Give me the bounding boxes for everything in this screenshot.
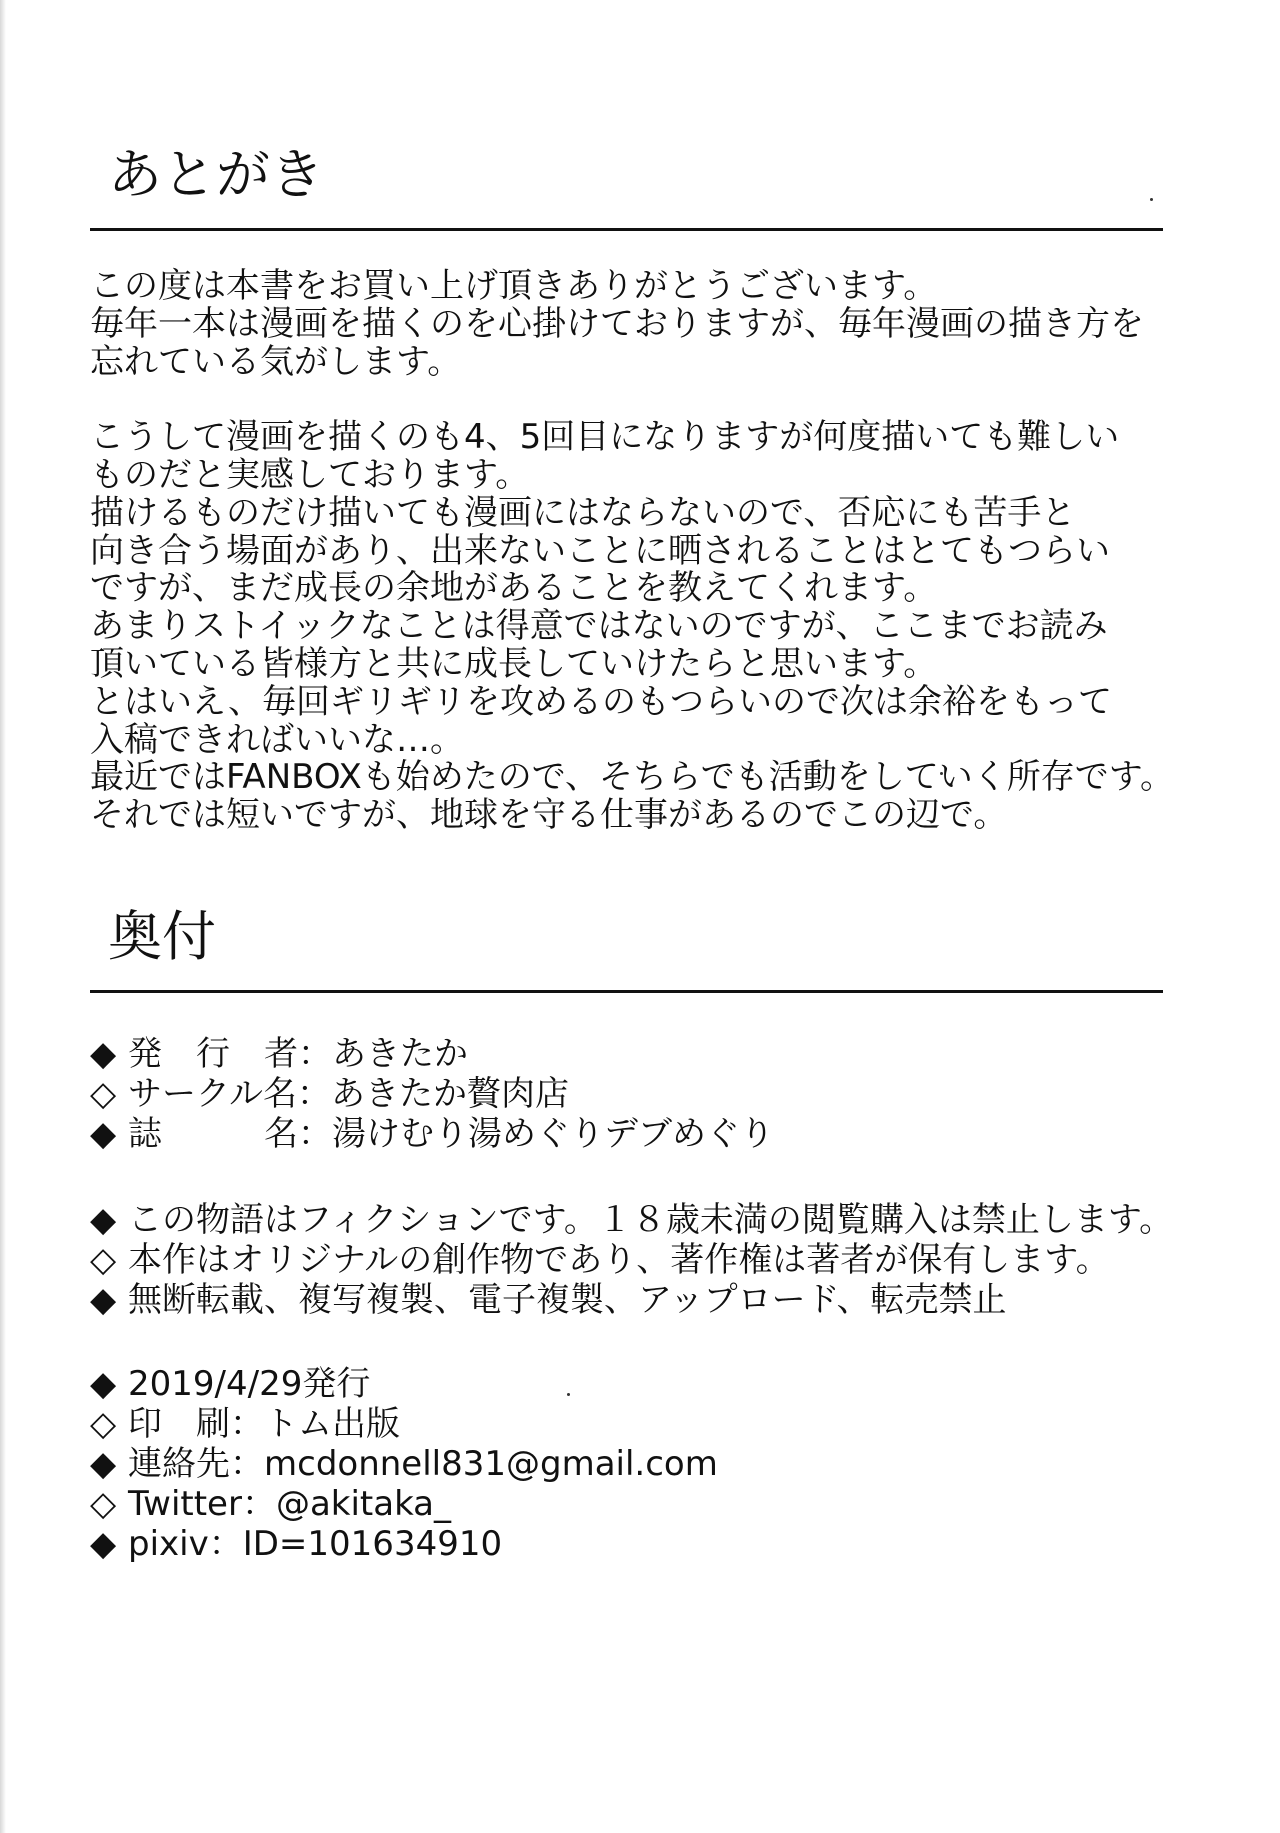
diamond-outline-icon: ◇ xyxy=(90,1074,117,1114)
afterword-line: この度は本書をお買い上げ頂きありがとうございます。 xyxy=(90,266,938,306)
diamond-filled-icon: ◆ xyxy=(90,1444,117,1484)
afterword-line: 向き合う場面があり、出来ないことに晒されることはとてもつらい xyxy=(90,530,1110,571)
diamond-filled-icon: ◆ xyxy=(90,1114,117,1154)
contact-item xyxy=(90,1444,718,1484)
contact-item xyxy=(90,1364,718,1404)
notice-text: 本作はオリジナルの創作物であり、著作権は著者が保有します。 xyxy=(128,1240,1110,1280)
diamond-filled-icon: ◆ xyxy=(90,1364,117,1404)
afterword-line: 入稿できればいいな…。 xyxy=(90,719,464,760)
afterword-body xyxy=(90,268,1174,835)
diamond-outline-icon: ◇ xyxy=(90,1240,117,1280)
notice-text: この物語はフィクションです。１８歳未満の閲覧購入は禁止します。 xyxy=(128,1200,1174,1240)
afterword-line: 毎年一本は漫画を描くのを心掛けておりますが、毎年漫画の描き方を xyxy=(90,303,1144,344)
afterword-line: 忘れている気がします。 xyxy=(90,341,462,382)
diamond-filled-icon: ◆ xyxy=(90,1200,117,1240)
afterword-line: ものだと実感しております。 xyxy=(90,454,530,495)
afterword-line: それでは短いですが、地球を守る仕事があるのでこの辺で。 xyxy=(90,795,1008,836)
contact-item xyxy=(90,1484,718,1524)
scan-speck xyxy=(1150,198,1153,201)
notice-item xyxy=(90,1200,1173,1240)
afterword-line: こうして漫画を描くのも4、5回目になりますが何度描いても難しい xyxy=(90,417,1120,458)
afterword-line: ですが、まだ成長の余地があることを教えてくれます。 xyxy=(90,568,938,609)
notices-list xyxy=(90,1200,1173,1320)
afterword-line-blank xyxy=(90,381,1174,419)
printer-info: 印 刷：トム出版 xyxy=(128,1404,400,1444)
afterword-line: 最近ではFANBOXも始めたので、そちらでも活動をしていく所存です。 xyxy=(90,757,1174,798)
afterword-line: あまりストイックなことは得意ではないのですが、ここまでお読み xyxy=(90,606,1108,647)
contact-item xyxy=(90,1404,718,1444)
notice-text: 無断転載、複写複製、電子複製、アップロード、転売禁止 xyxy=(128,1280,1007,1320)
twitter-handle: Twitter：@akitaka_ xyxy=(128,1484,452,1524)
diamond-filled-icon: ◆ xyxy=(90,1034,117,1074)
scan-edge-shadow xyxy=(0,0,6,1833)
notice-item xyxy=(90,1240,1173,1280)
publication-info-item xyxy=(90,1074,774,1114)
publication-info-text: 発 行 者：あきたか xyxy=(128,1034,468,1074)
publication-info-list xyxy=(90,1034,774,1154)
diamond-outline-icon: ◇ xyxy=(90,1484,117,1524)
publication-info-text: 誌 名：湯けむり湯めぐりデブめぐり xyxy=(128,1114,774,1154)
afterword-heading: あとがき xyxy=(108,143,324,206)
publication-info-text: サークル名：あきたか贅肉店 xyxy=(128,1074,569,1114)
afterword-line: とはいえ、毎回ギリギリを攻めるのもつらいので次は余裕をもって xyxy=(90,681,1113,722)
diamond-filled-icon: ◆ xyxy=(90,1280,117,1320)
contact-email: 連絡先：mcdonnell831@gmail.com xyxy=(128,1444,718,1484)
publish-date: 2019/4/29発行 xyxy=(128,1364,371,1404)
afterword-divider xyxy=(90,228,1163,231)
contact-list xyxy=(90,1364,718,1564)
pixiv-id: pixiv：ID=101634910 xyxy=(128,1524,503,1564)
contact-item xyxy=(90,1524,718,1564)
afterword-line: 描けるものだけ描いても漫画にはならないので、否応にも苦手と xyxy=(90,492,1076,533)
notice-item xyxy=(90,1280,1173,1320)
publication-info-item xyxy=(90,1034,774,1074)
colophon-heading: 奥付 xyxy=(108,905,216,968)
afterword-line: 頂いている皆様方と共に成長していけたらと思います。 xyxy=(90,643,938,684)
diamond-filled-icon: ◆ xyxy=(90,1524,117,1564)
colophon-divider xyxy=(90,990,1163,993)
diamond-outline-icon: ◇ xyxy=(90,1404,117,1444)
publication-info-item xyxy=(90,1114,774,1154)
